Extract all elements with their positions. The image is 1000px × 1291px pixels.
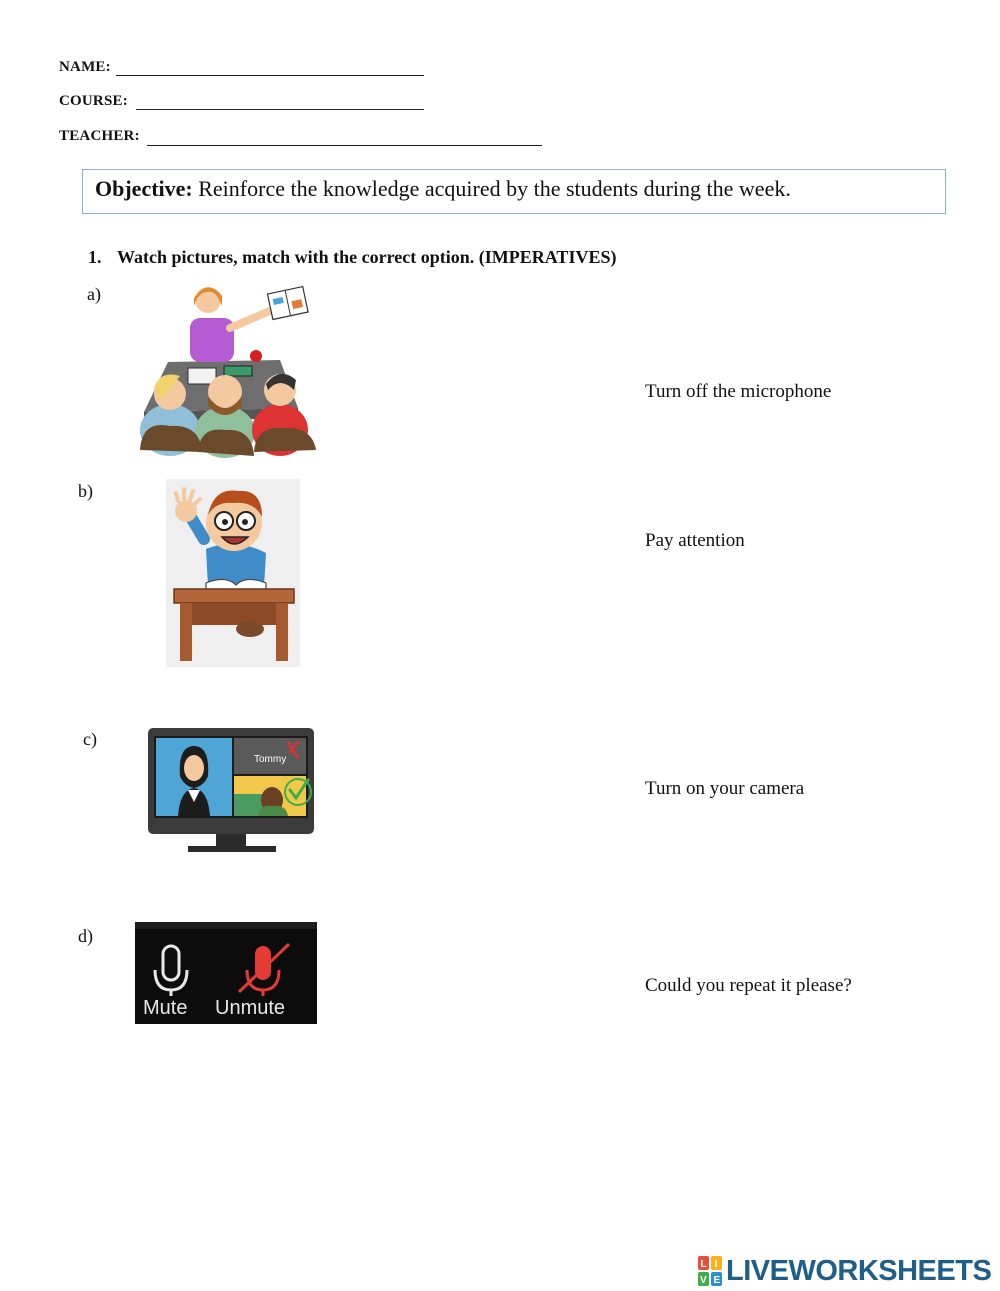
name-label: NAME: — [59, 59, 111, 75]
badge-letter-v: V — [700, 1275, 707, 1286]
mute-label: Mute — [143, 997, 188, 1019]
teacher-students-picture — [130, 280, 320, 462]
item-letter-c: c) — [83, 729, 97, 749]
objective-box — [82, 169, 946, 214]
item-letter-a: a) — [87, 284, 101, 304]
item-letter-b: b) — [78, 481, 93, 501]
video-call-monitor-picture — [148, 728, 314, 854]
objective-label: Objective: — [95, 176, 193, 201]
option-2[interactable]: Pay attention — [645, 530, 745, 551]
teacher-field[interactable] — [147, 145, 542, 146]
badge-letter-e: E — [713, 1275, 721, 1286]
logo-text: LIVEWORKSHEETS — [726, 1254, 992, 1287]
option-3[interactable]: Turn on your camera — [645, 778, 805, 799]
question-text: Watch pictures, match with the correct option. (IMPERATIVES) — [117, 247, 617, 267]
live-badge-icon — [697, 1255, 723, 1287]
badge-letter-l: L — [700, 1259, 707, 1270]
tile-caption: Tommy — [254, 754, 287, 765]
objective-text: Reinforce the knowledge acquired by the students during the week. — [192, 176, 791, 201]
course-field[interactable] — [136, 109, 424, 110]
mute-unmute-picture — [135, 922, 317, 1024]
course-label: COURSE: — [59, 93, 128, 109]
option-4[interactable]: Could you repeat it please? — [645, 975, 852, 996]
question-number: 1. — [88, 247, 102, 267]
boy-raising-hand-picture — [166, 479, 300, 667]
liveworksheets-logo[interactable] — [697, 1254, 991, 1288]
unmute-label: Unmute — [215, 997, 286, 1019]
option-1[interactable]: Turn off the microphone — [645, 381, 832, 402]
item-letter-d: d) — [78, 926, 93, 946]
teacher-label: TEACHER: — [59, 128, 140, 144]
badge-letter-i: I — [714, 1259, 718, 1270]
name-field[interactable] — [116, 75, 424, 76]
